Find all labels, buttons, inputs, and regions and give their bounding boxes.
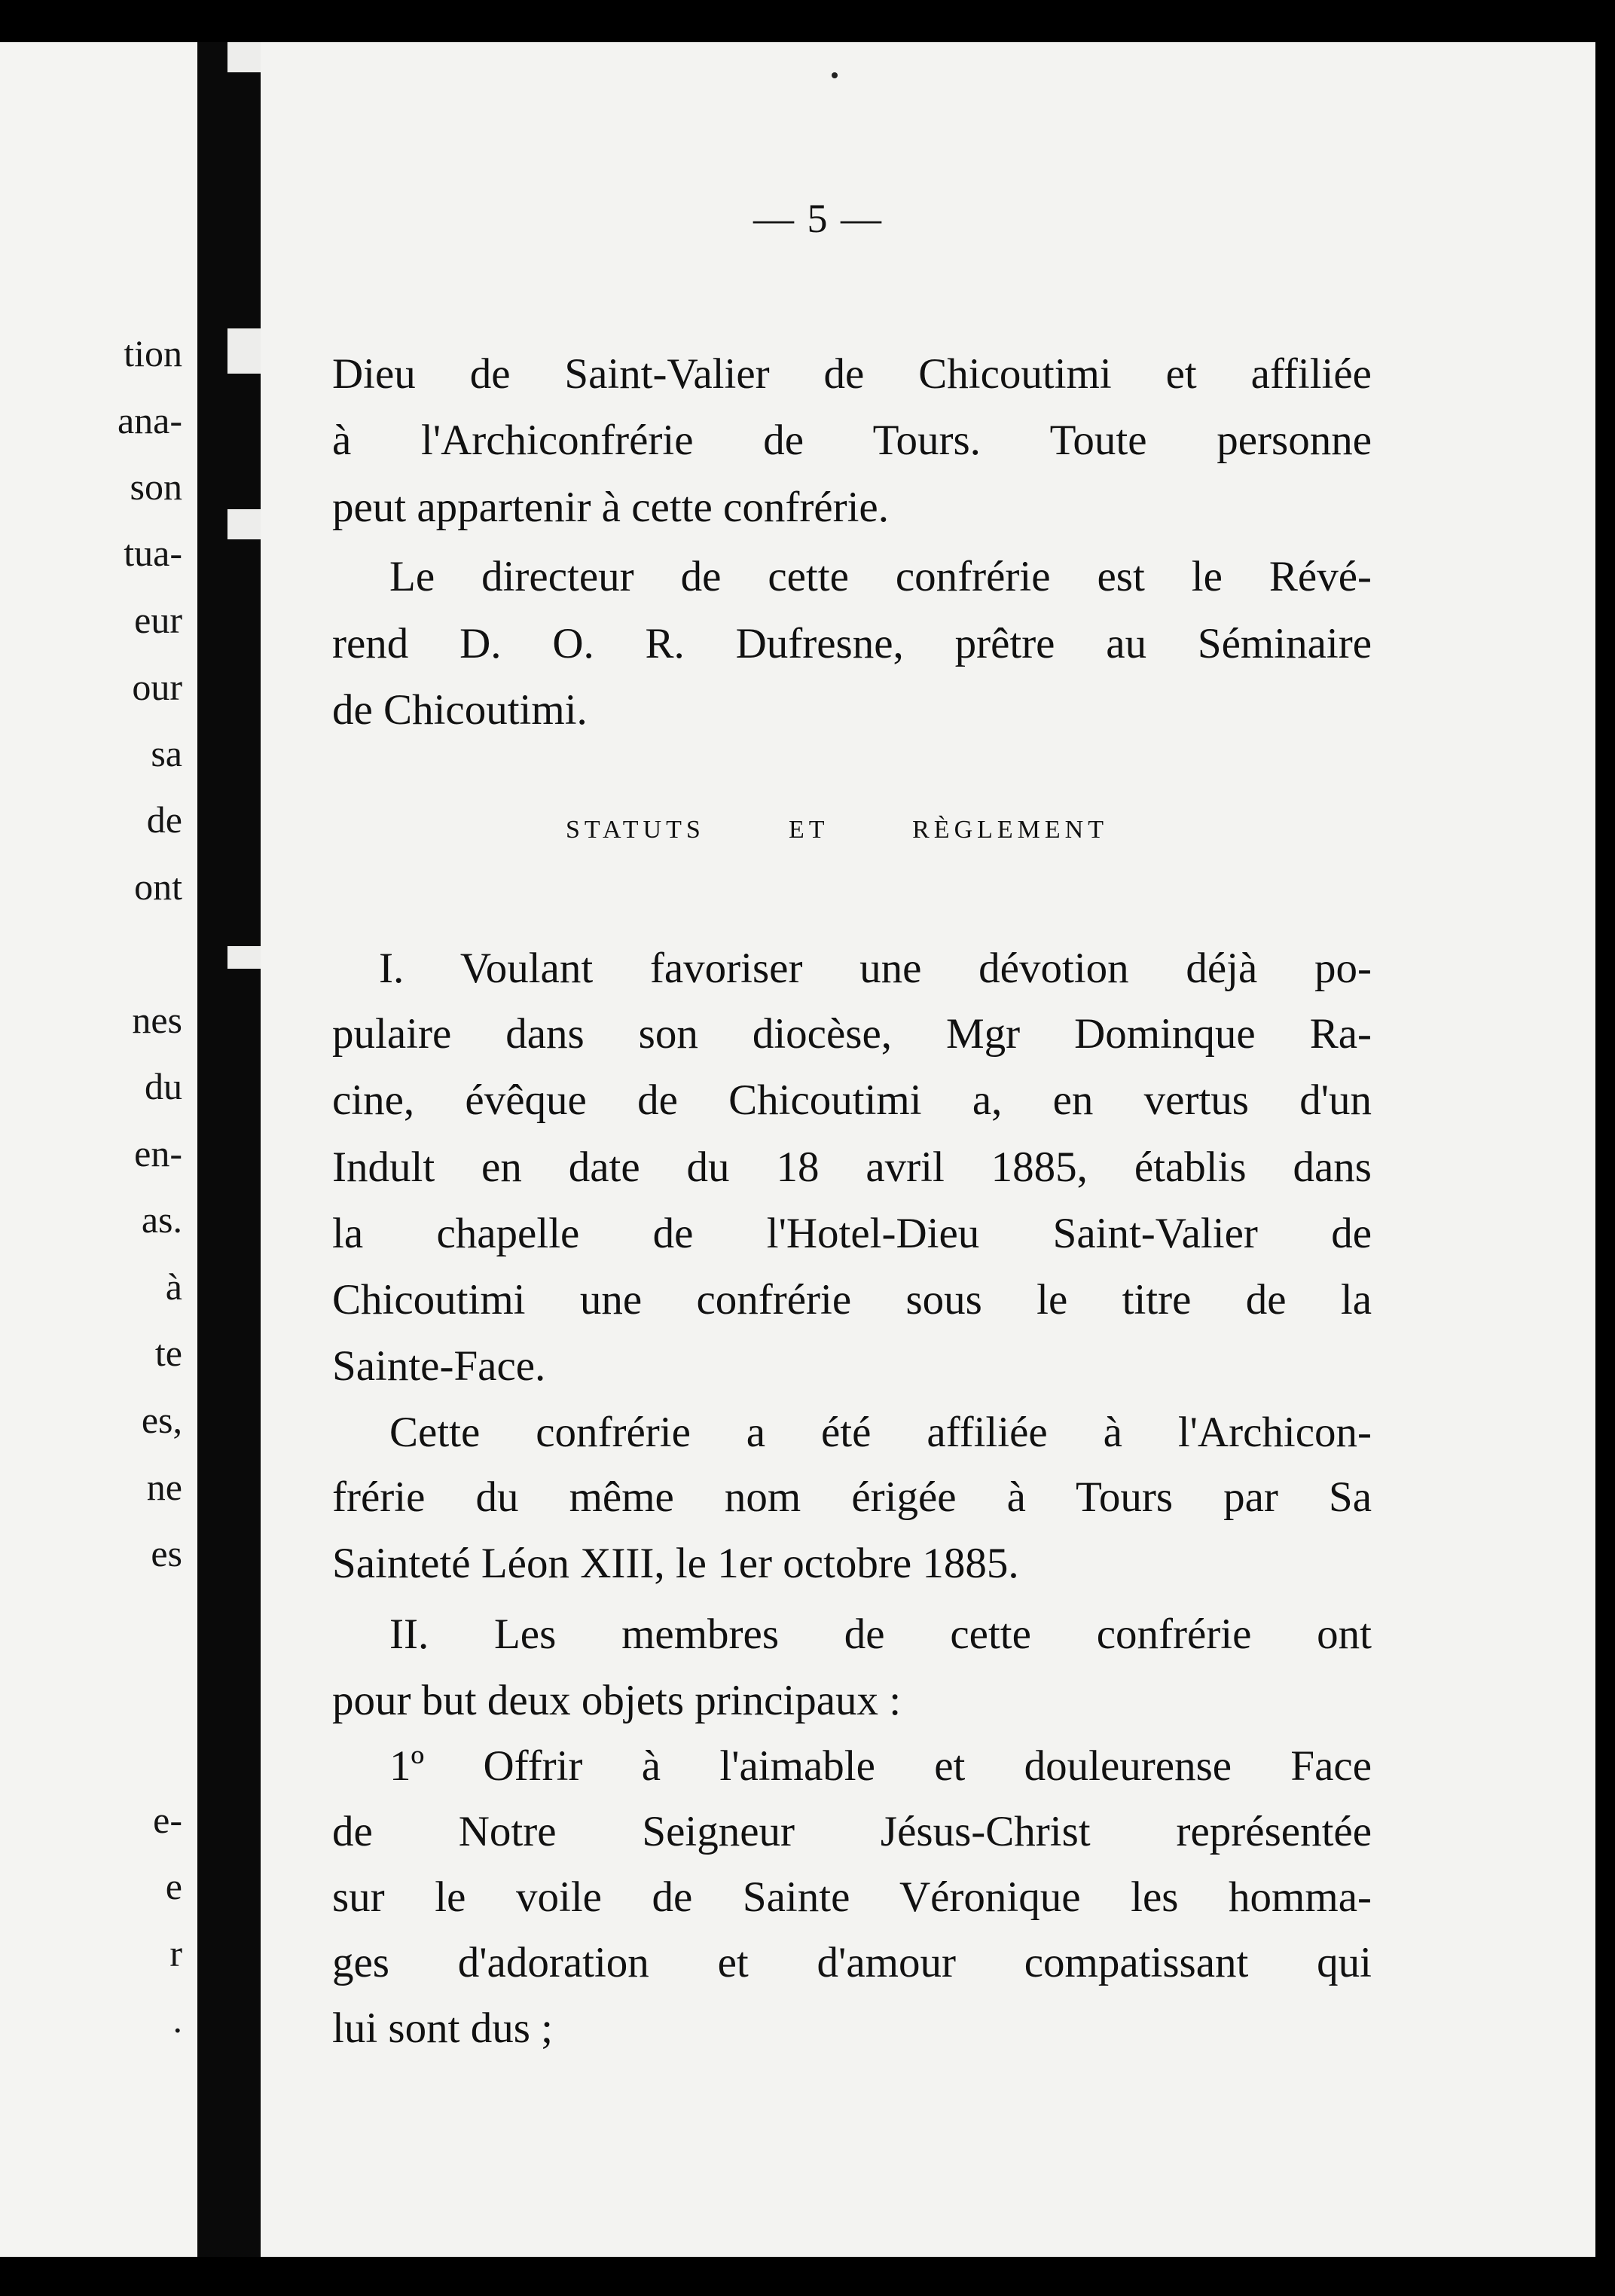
left-fragment-line: es [151, 1532, 182, 1574]
left-fragment-line: du [145, 1065, 182, 1107]
left-fragment-line: tua- [124, 532, 182, 574]
left-fragment-line: e [165, 1865, 182, 1907]
left-fragment-line: e- [153, 1799, 182, 1841]
text-line: de Notre Seigneur Jésus-Christ représentée [332, 1808, 1372, 1855]
left-fragment-line: r [169, 1932, 182, 1974]
text-line: la chapelle de l'Hotel-Dieu Saint-Valier de [332, 1210, 1372, 1257]
left-fragment-line: sa [151, 732, 182, 774]
left-fragment-line: à [165, 1266, 182, 1308]
left-fragment-line: en- [134, 1132, 182, 1174]
text-line: Indult en date du 18 avril 1885, établis dans [332, 1143, 1372, 1191]
left-fragment-line: ont [134, 866, 182, 908]
left-fragment-line: nes [132, 999, 182, 1041]
left-fragment-line: de [146, 798, 182, 841]
text-line: Chicoutimi une confrérie sous le titre de la [332, 1276, 1372, 1324]
text-line: pulaire dans son diocèse, Mgr Dominque Ra- [332, 1010, 1372, 1058]
left-fragment-line: ana- [117, 399, 182, 441]
left-fragment-line: eur [134, 599, 182, 641]
text-line: Sainte-Face. [332, 1342, 546, 1390]
text-line: ges d'adoration et d'amour compatissant qui [332, 1939, 1372, 1986]
text-line: Sainteté Léon XIII, le 1er octobre 1885. [332, 1540, 1019, 1587]
text-line: lui sont dus ; [332, 2004, 553, 2052]
text-line: Cette confrérie a été affiliée à l'Archicon- [389, 1409, 1372, 1456]
page-number: — 5 — [753, 196, 883, 241]
left-fragment-line: son [130, 466, 182, 508]
left-fragment-line: as. [141, 1198, 182, 1241]
ink-speck [832, 72, 838, 78]
text-line: 1º Offrir à l'aimable et douleurense Face [389, 1742, 1372, 1790]
text-line: à l'Archiconfrérie de Tours. Toute personne [332, 417, 1372, 464]
left-fragment-line: ne [146, 1466, 182, 1508]
text-line: Le directeur de cette confrérie est le Révé- [389, 553, 1372, 600]
binding-gap [227, 509, 261, 539]
left-page-fragment [0, 42, 197, 2257]
text-line: I. Voulant favoriser une dévotion déjà po- [379, 945, 1372, 992]
text-line: pour but deux objets principaux : [332, 1677, 902, 1724]
left-fragment-line: tion [124, 332, 182, 374]
book-binding-gutter [197, 42, 261, 2257]
text-line: cine, évêque de Chicoutimi a, en vertus d'un [332, 1076, 1372, 1124]
left-fragment-line: te [154, 1332, 182, 1374]
text-line: de Chicoutimi. [332, 686, 588, 734]
text-line: sur le voile de Sainte Véronique les homma- [332, 1873, 1372, 1921]
section-heading: STATUTS ET RÈGLEMENT [566, 816, 1108, 844]
binding-gap [227, 42, 261, 72]
binding-gap [227, 946, 261, 969]
left-fragment-line: our [132, 666, 182, 708]
text-line: Dieu de Saint-Valier de Chicoutimi et affiliée [332, 350, 1372, 398]
text-line: peut appartenir à cette confrérie. [332, 484, 889, 531]
text-line: frérie du même nom érigée à Tours par Sa [332, 1473, 1372, 1521]
text-line: rend D. O. R. Dufresne, prêtre au Séminaire [332, 620, 1372, 667]
left-fragment-line: es, [141, 1399, 182, 1441]
left-fragment-line: . [172, 1998, 182, 2041]
text-line: II. Les membres de cette confrérie ont [389, 1611, 1372, 1658]
right-page [261, 42, 1595, 2257]
binding-gap [227, 328, 261, 374]
